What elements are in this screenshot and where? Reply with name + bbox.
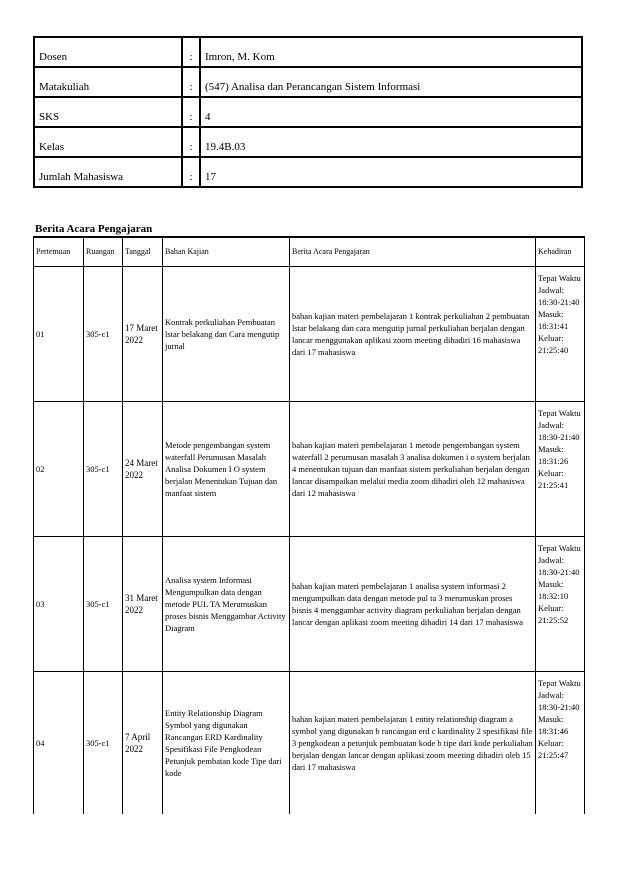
cell-pertemuan: 01 <box>34 267 84 402</box>
cell-berita-acara: bahan kajian materi pembelajaran 1 kontrak perkuliahan 2 pembuatan lstar belakang dan cara mengutip jurnal perkuliahan berjalan dengan lancar menggunakan aplikasi zoom meeting dihadiri 16 mahasiswa dari 17 mahasiswa <box>290 267 536 402</box>
header-ruangan: Ruangan <box>84 237 123 267</box>
cell-ruangan: 305-c1 <box>84 402 123 537</box>
cell-bahan-kajian: Kontrak perkuliahan Pembuatan lstar belakang dan Cara mengutip jurnal <box>163 267 290 402</box>
header-berita-acara: Berita Acara Pengajaran <box>290 237 536 267</box>
info-value: 17 <box>200 157 582 187</box>
info-value: 19.4B.03 <box>200 127 582 157</box>
info-label: Kelas <box>34 127 182 157</box>
header-tanggal: Tanggal <box>123 237 163 267</box>
course-info-table <box>33 36 583 188</box>
cell-kehadiran: Tepat Waktu Jadwal: 18:30-21:40 Masuk: 18:32:10 Keluar: 21:25:52 <box>536 537 585 672</box>
info-colon: : <box>182 157 200 187</box>
cell-bahan-kajian: Entity Relationship Diagram Symbol yang digunakan Rancangan ERD Kardinality Spesifikasi File Pengkodean Petunjuk pembatan kode Tipe dari kode <box>163 672 290 815</box>
table-row <box>34 672 585 815</box>
info-row <box>34 127 582 157</box>
cell-tanggal: 24 Maret 2022 <box>123 402 163 537</box>
info-row <box>34 67 582 97</box>
table-row <box>34 537 585 672</box>
cell-kehadiran: Tepat Waktu Jadwal: 18:30-21:40 Masuk: 18:31:26 Keluar: 21:25:41 <box>536 402 585 537</box>
cell-kehadiran: Tepat Waktu Jadwal: 18:30-21:40 Masuk: 18:31:41 Keluar: 21:25:40 <box>536 267 585 402</box>
info-row <box>34 97 582 127</box>
table-row <box>34 402 585 537</box>
cell-ruangan: 305-c1 <box>84 267 123 402</box>
info-label: Jumlah Mahasiswa <box>34 157 182 187</box>
table-row <box>34 267 585 402</box>
info-colon: : <box>182 97 200 127</box>
info-row <box>34 37 582 67</box>
table-header-row <box>34 237 585 267</box>
info-label: Dosen <box>34 37 182 67</box>
cell-ruangan: 305-c1 <box>84 537 123 672</box>
info-value: Imron, M. Kom <box>200 37 582 67</box>
cell-berita-acara: bahan kajian materi pembelajaran 1 metode pengembangan system waterfall 2 perumusan masalah 3 analisa dokumen i o system berjalan 4 menentukan tujuan dan manfaat sistem perkuliahan berjalan dengan lancar disampaikan melalui media zoom dihadiri oleh 12 mahasiswa dari 12 mahasiswa <box>290 402 536 537</box>
cell-tanggal: 31 Maret 2022 <box>123 537 163 672</box>
cell-pertemuan: 03 <box>34 537 84 672</box>
info-colon: : <box>182 127 200 157</box>
info-row <box>34 157 582 187</box>
cell-bahan-kajian: Metode pengembangan system waterfall Perumusan Masalah Analisa Dokumen I O system berjalan Menentukan Tujuan dan manfaat sistem <box>163 402 290 537</box>
cell-kehadiran: Tepat Waktu Jadwal: 18:30-21:40 Masuk: 18:31:46 Keluar: 21:25:47 <box>536 672 585 815</box>
header-kehadiran: Kehadiran <box>536 237 585 267</box>
cell-ruangan: 305-c1 <box>84 672 123 815</box>
teaching-log-table <box>33 236 585 814</box>
header-pertemuan: Pertemuan <box>34 237 84 267</box>
cell-tanggal: 17 Maret 2022 <box>123 267 163 402</box>
cell-berita-acara: bahan kajian materi pembelajaran 1 analisa system informasi 2 mengumpulkan data dengan metode pul ta 3 merumuskan proses bisnis 4 menggambar activity diagram perkuliahan berjalan dengan lancar dengan aplikasi zoom meeting dihadiri 14 dari 17 mahasiswa <box>290 537 536 672</box>
header-bahan-kajian: Bahan Kajian <box>163 237 290 267</box>
cell-tanggal: 7 April 2022 <box>123 672 163 815</box>
info-value: (547) Analisa dan Perancangan Sistem Informasi <box>200 67 582 97</box>
info-value: 4 <box>200 97 582 127</box>
info-label: Matakuliah <box>34 67 182 97</box>
info-label: SKS <box>34 97 182 127</box>
cell-berita-acara: bahan kajian materi pembelajaran 1 entity relationship diagram a symbol yang digunakan b rancangan erd c kardinality 2 spesifikasi file 3 pengkodean a petunjuk pembuatan kode b tipe dari kode perkuliahan berjalan dengan lancar dengan aplikasi zoom meeting dihadiri oleh 15 dari 17 mahasiswa <box>290 672 536 815</box>
info-colon: : <box>182 37 200 67</box>
info-colon: : <box>182 67 200 97</box>
cell-pertemuan: 02 <box>34 402 84 537</box>
cell-bahan-kajian: Analisa system Informasi Mengumpulkan data dengan metode PUL TA Merumuskan proses bisnis Menggambar Activity Diagram <box>163 537 290 672</box>
cell-pertemuan: 04 <box>34 672 84 815</box>
section-title: Berita Acara Pengajaran <box>35 223 153 235</box>
